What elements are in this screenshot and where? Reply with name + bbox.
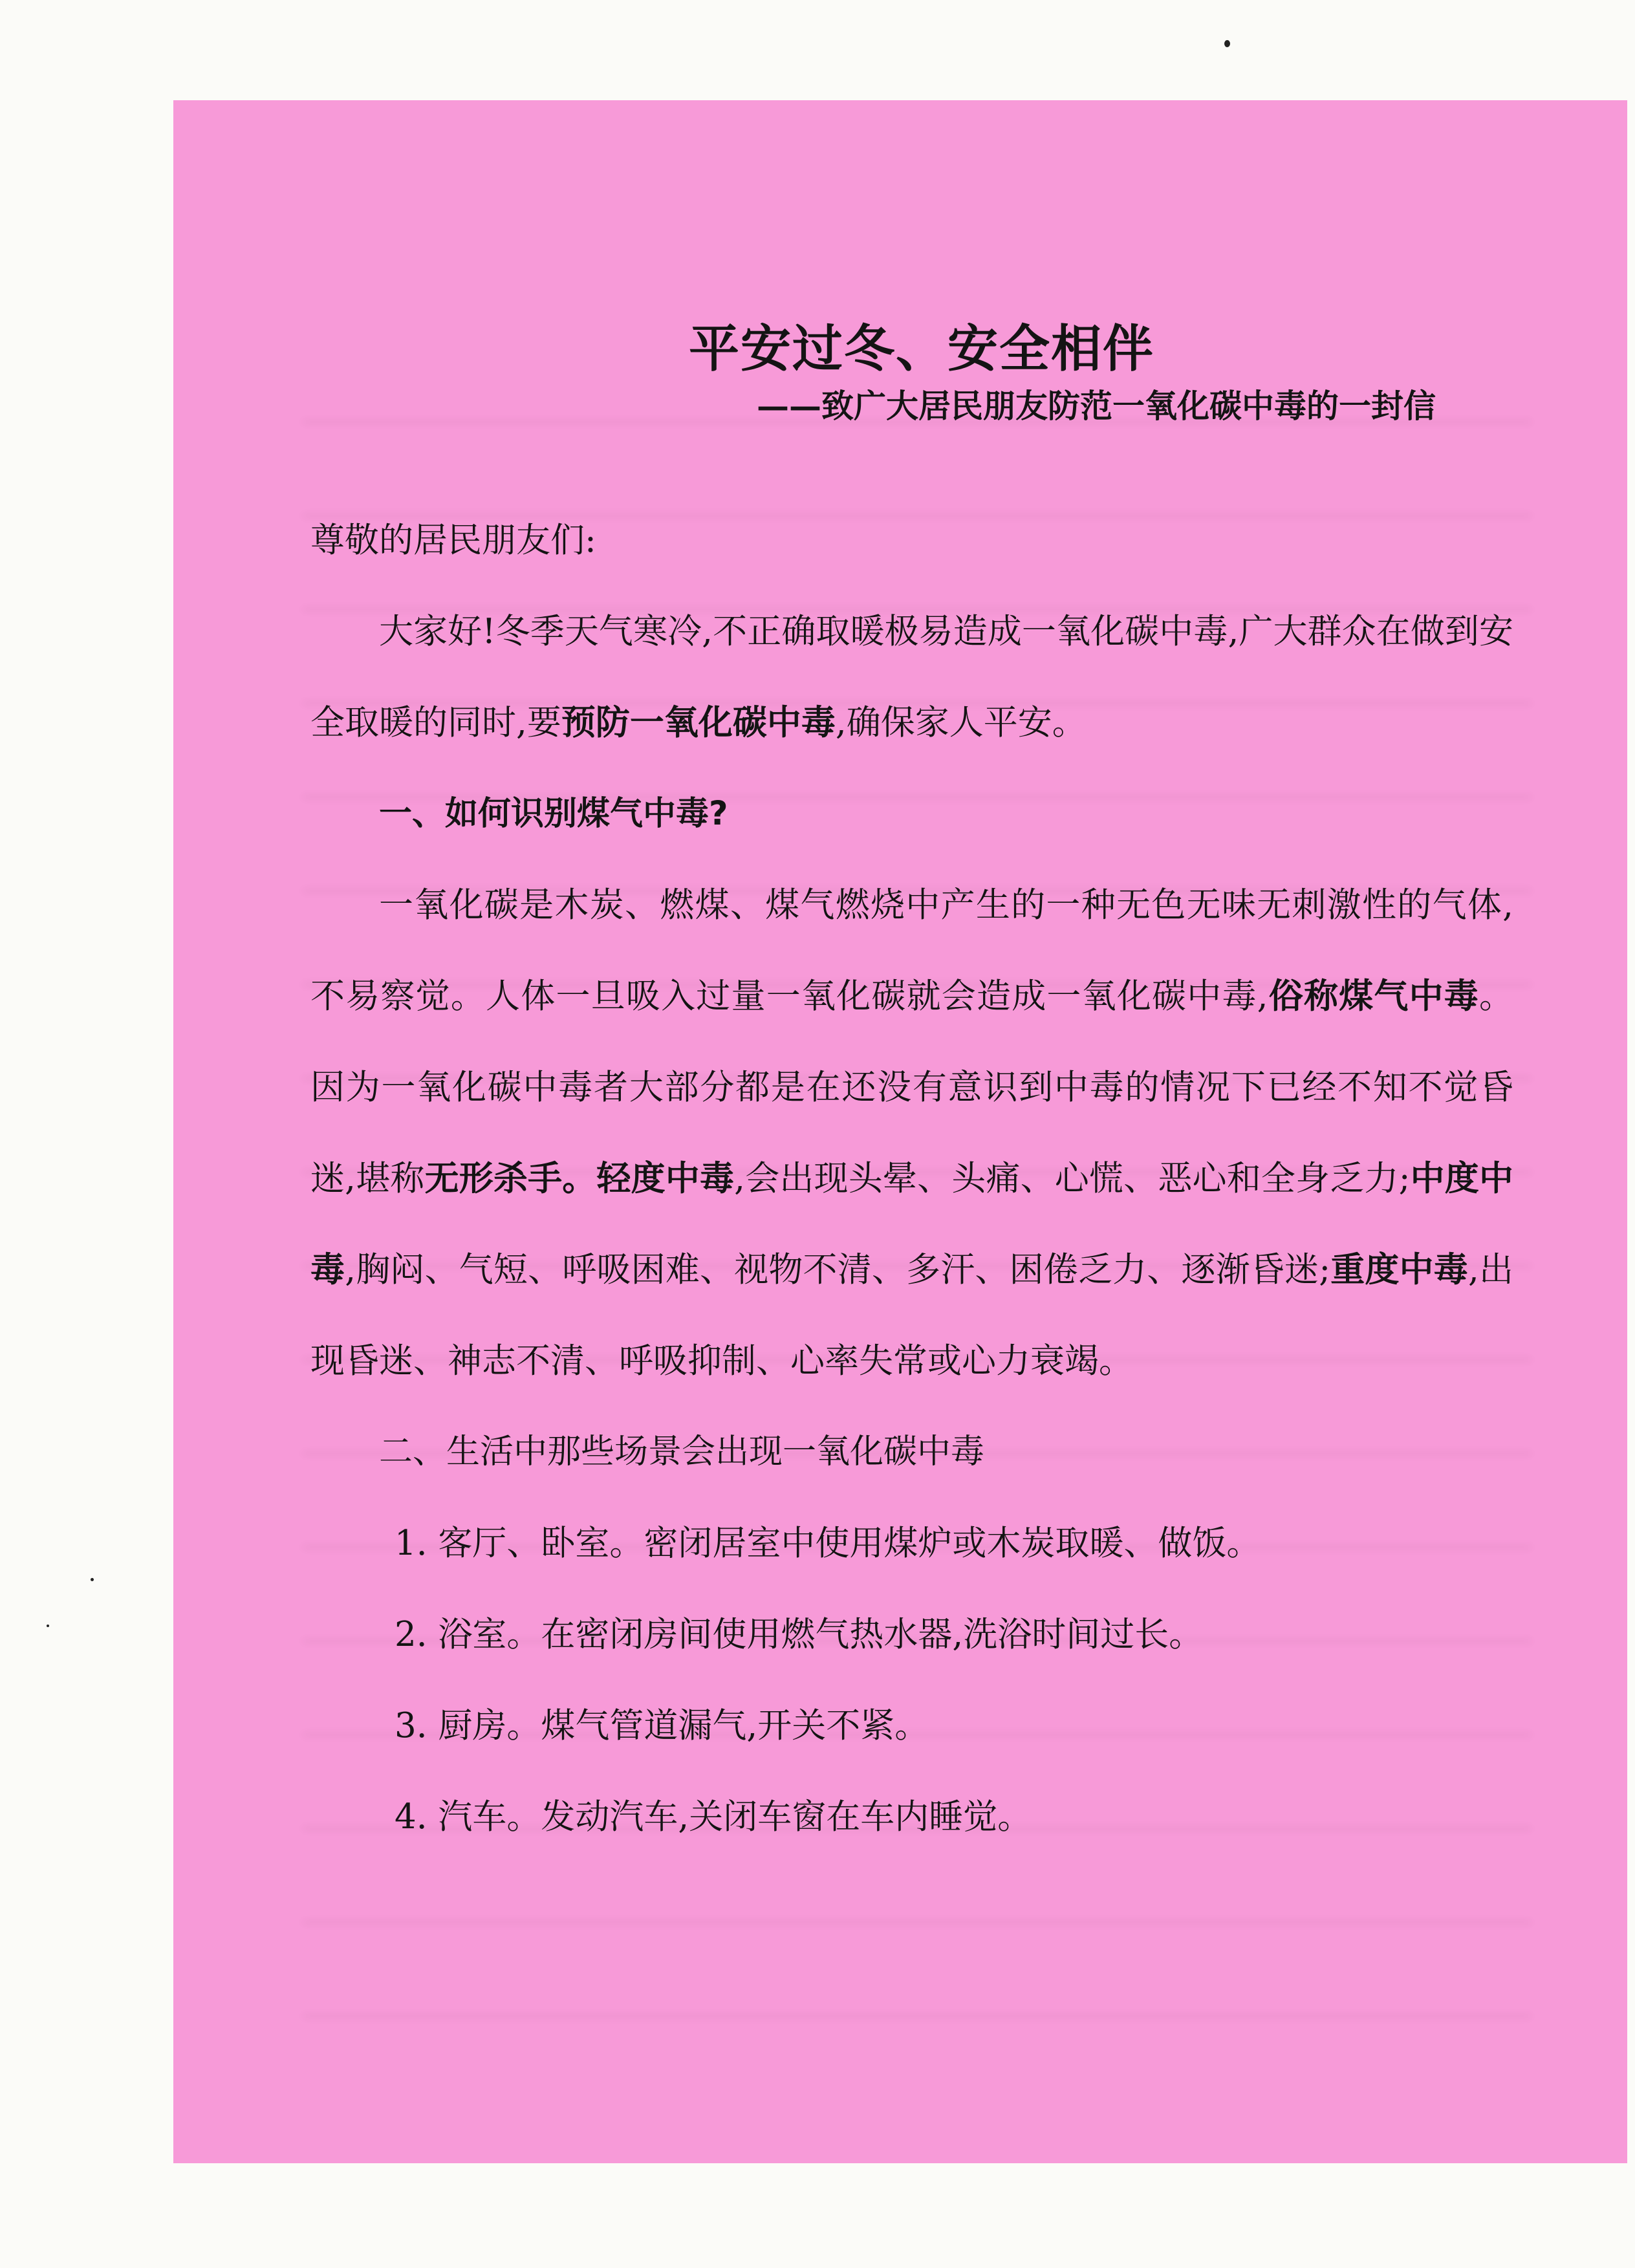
intro-bold-1: 预防一氧化碳中毒	[561, 702, 836, 742]
s1-bold-2: 无形杀手。轻度中毒	[424, 1158, 735, 1198]
list-item: 3. 厨房。煤气管道漏气,开关不紧。	[395, 1705, 929, 1745]
intro-paragraph	[310, 586, 1513, 768]
list-item: 2. 浴室。在密闭房间使用燃气热水器,洗浴时间过长。	[395, 1614, 1204, 1654]
list-item: 4. 汽车。发动汽车,关闭车窗在车内睡觉。	[395, 1797, 1032, 1837]
scan-speck	[91, 1578, 94, 1581]
s1-text-1: 一氧化碳是木炭、燃煤、煤气燃烧中产生的一种无色无味无刺激性的气体,不易察觉。人体一旦吸入过量一氧化碳就会造成一氧化碳中毒,	[310, 885, 1513, 1016]
s1-text-4: ,胸闷、气短、呼吸困难、视物不清、多汗、困倦乏力、逐渐昏迷;	[345, 1249, 1331, 1290]
letter-content	[310, 319, 1513, 1863]
section1-paragraph	[310, 859, 1513, 1407]
s1-text-5: ,出现昏迷、神志不清、呼吸抑制、心率失常或心力衰竭。	[310, 1249, 1514, 1381]
s1-text-2: 。因为一氧化碳中毒者大部分都是在还没有意识到中毒的情况下已经不知不觉昏迷,堪称	[310, 976, 1514, 1198]
s1-bold-3: 中度中毒	[310, 1158, 1513, 1290]
intro-text-1: 大家好!冬季天气寒冷,不正确取暖极易造成一氧化碳中毒,广大群众在做到安全取暖的同时,要	[310, 611, 1513, 742]
letter-subtitle: ——致广大居民朋友防范一氧化碳中毒的一封信	[757, 386, 1436, 425]
section1-heading: 一、如何识别煤气中毒?	[379, 794, 728, 833]
letter-title: 平安过冬、安全相伴	[688, 319, 1154, 378]
intro-text-2: ,确保家人平安。	[835, 702, 1087, 742]
scan-speck	[1224, 40, 1230, 47]
section2-heading: 二、生活中那些场景会出现一氧化碳中毒	[379, 1432, 985, 1471]
s1-bold-4: 重度中毒	[1330, 1249, 1468, 1290]
s1-text-3: ,会出现头晕、头痛、心慌、恶心和全身乏力;	[734, 1158, 1411, 1198]
s1-bold-1: 俗称煤气中毒	[1268, 976, 1480, 1016]
pink-paper-sheet	[173, 100, 1627, 2163]
salutation: 尊敬的居民朋友们:	[310, 520, 596, 560]
list-item: 1. 客厅、卧室。密闭居室中使用煤炉或木炭取暖、做饭。	[395, 1523, 1261, 1563]
scan-speck	[47, 1625, 49, 1627]
